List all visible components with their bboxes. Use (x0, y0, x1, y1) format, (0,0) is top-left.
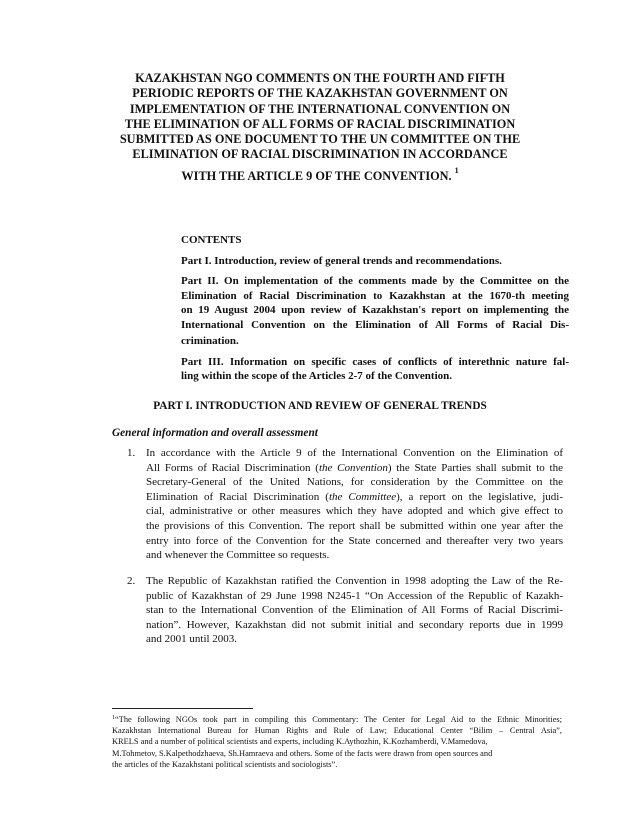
paragraph-line: and 2001 until 2003. (146, 633, 238, 646)
contents-heading: CONTENTS (181, 234, 242, 246)
title-line: IMPLEMENTATION OF THE INTERNATIONAL CONVENTION ON (129, 101, 511, 116)
text: ), a report on the legislative, judi- (396, 490, 563, 503)
paragraph-line (146, 490, 563, 505)
paragraph-line: In accordance with the Article 9 of the International Convention on the Elimination of (146, 447, 563, 459)
footnote-separator (112, 708, 253, 709)
contents-line: Elimination of Racial Discrimination to Kazakhstan at the 1670-th meeting (181, 289, 569, 302)
paragraph-line: the provisions of this Convention. The report shall be submitted within one year after the (146, 519, 563, 532)
footnote-reference[interactable]: 1 (454, 165, 459, 175)
paragraph-line: nation”. However, Kazakhstan did not submit initial and secondary reports due in 1999 (146, 618, 563, 631)
paragraph-number: 2. (127, 575, 136, 587)
italic-term: the Convention (318, 461, 388, 474)
table-of-contents (181, 233, 569, 384)
contents-entry-part-3[interactable] (181, 355, 569, 384)
footnote (112, 713, 562, 770)
contents-entry-part-1[interactable] (181, 254, 569, 269)
paragraph-line: stan to the International Convention of the Elimination of All Forms of Racial Discrimi- (146, 604, 563, 617)
numbered-paragraph-2 (127, 574, 564, 647)
section-subheading: General information and overall assessment (112, 427, 318, 439)
paragraph-line: cial, administrative or other measures which they have adopted and which give effect to (146, 505, 563, 518)
footnote-line: the articles of the Kazakhstani political scientists and sociologists”. (112, 759, 338, 769)
document-title (0, 71, 640, 184)
title-line: SUBMITTED AS ONE DOCUMENT TO THE UN COMMITTEE ON THE (119, 132, 521, 147)
paragraph-number: 1. (127, 447, 136, 459)
text: Elimination of Racial Discrimination ( (146, 490, 329, 503)
title-line: PERIODIC REPORTS OF THE KAZAKHSTAN GOVERNMENT ON (132, 86, 508, 101)
text: “The following NGOs took part in compiling this Commentary: The Center for Legal Aid to the Ethnic Minorities; (115, 715, 562, 724)
title-line-last (0, 163, 640, 184)
title-line: KAZAKHSTAN NGO COMMENTS ON THE FOURTH AND FIFTH (135, 71, 505, 85)
contents-line: ling within the scope of the Articles 2-7 of the Convention. (181, 370, 453, 382)
numbered-paragraph-1 (127, 446, 564, 563)
text: All Forms of Racial Discrimination ( (146, 461, 319, 474)
title-line: ELIMINATION OF RACIAL DISCRIMINATION IN ACCORDANCE (132, 147, 508, 162)
paragraph-line: The Republic of Kazakhstan ratified the Convention in 1998 adopting the Law of the Re- (146, 575, 563, 587)
italic-term: the Committee (328, 490, 397, 503)
paragraph-line (146, 461, 563, 476)
paragraph-line: Secretary-General of the United Nations, for consideration by the Committee on the (146, 476, 563, 489)
footnote-line: KRELS and a number of political scientists and experts, including K.Aythozhin, K.Kozhamberdi, V.Mamedova, (112, 737, 488, 747)
contents-line: Part III. Information on specific cases of conflicts of interethnic nature fal- (181, 355, 569, 368)
title-line: WITH THE ARTICLE 9 OF THE CONVENTION. (181, 168, 452, 183)
section-heading: PART I. INTRODUCTION AND REVIEW OF GENERAL TRENDS (153, 400, 487, 412)
contents-line: International Convention on the Elimination of All Forms of Racial Dis- (181, 318, 569, 331)
contents-line: on 19 August 2004 upon review of Kazakhstan's report on implementing the (181, 304, 569, 316)
footnote-line: M.Tohmetov, S.Kalpethodzhaeva, Sh.Hamraeva and others. Some of the facts were drawn from open sources and (112, 748, 493, 758)
contents-line: Part I. Introduction, review of general trends and recommendations. (181, 254, 502, 267)
footnote-marker: 1 (112, 715, 115, 721)
text: ) the State Parties shall submit to the (387, 461, 563, 474)
contents-line: crimination. (181, 335, 239, 347)
paragraph-line: and whenever the Committee so requests. (146, 549, 330, 562)
paragraph-line: public of Kazakhstan of 29 June 1998 N245-1 “On Accession of the Republic of Kazakh- (146, 589, 563, 602)
footnote-line: Kazakhstan International Bureau for Human Rights and Rule of Law; Educational Center “Bilim – Central Asia”, (112, 726, 562, 736)
paragraph-line: entry into force of the Convention for the State concerned and thereafter very two years (146, 534, 563, 547)
contents-line: Part II. On implementation of the comments made by the Committee on the (181, 275, 569, 287)
title-line: THE ELIMINATION OF ALL FORMS OF RACIAL DISCRIMINATION (124, 116, 516, 131)
footnote-line (112, 713, 562, 725)
contents-entry-part-2[interactable] (181, 274, 569, 349)
